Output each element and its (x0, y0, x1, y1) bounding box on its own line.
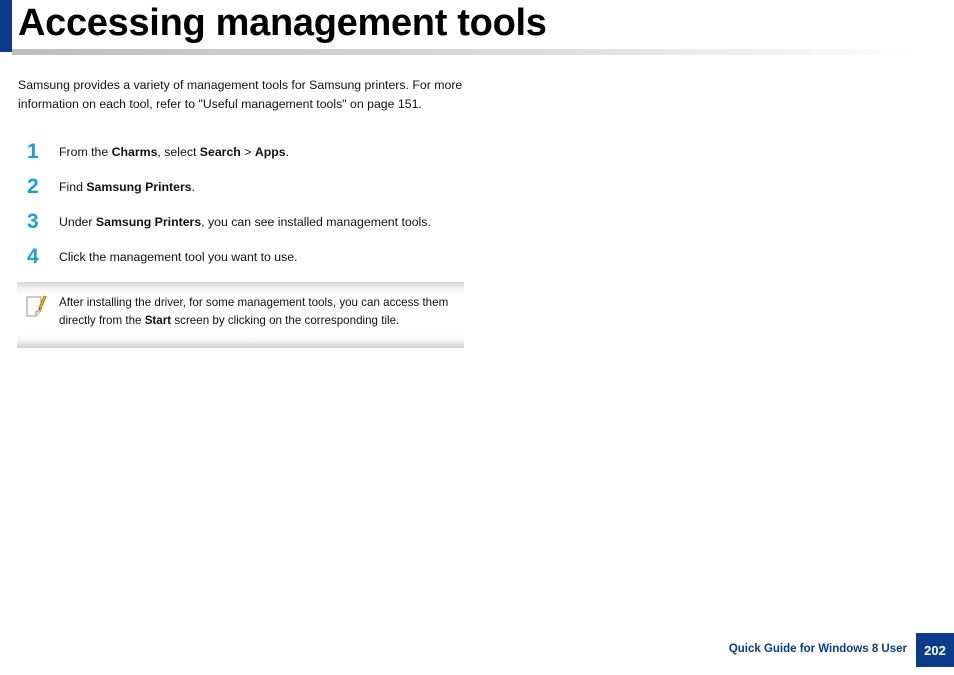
search-label: Search (199, 145, 241, 159)
apps-label: Apps (254, 145, 286, 159)
step-1 (0, 140, 480, 164)
step-number: 3 (27, 210, 39, 233)
page-title: Accessing management tools (18, 2, 547, 44)
charms-label: Charms (111, 145, 158, 159)
text-run: > (240, 145, 255, 159)
text-run: Click the management tool you want to use. (59, 250, 298, 264)
step-4 (0, 245, 480, 269)
note-pencil-icon (25, 294, 47, 318)
note-box (17, 282, 464, 348)
title-accent-bar (0, 0, 12, 52)
intro-paragraph: Samsung provides a variety of management tools for Samsung printers. For more information on each tool, refer to "Useful management tools" on page 151. (18, 78, 463, 111)
text-run: Under (59, 215, 96, 229)
step-text (59, 143, 289, 161)
step-3 (0, 210, 480, 234)
samsung-printers-label: Samsung Printers (95, 215, 202, 229)
text-run: . (285, 145, 290, 159)
text-run: Find (59, 180, 87, 194)
title-divider (12, 49, 917, 55)
text-run: After installing the driver, for some management tools, you can access them directly from the (59, 296, 449, 327)
samsung-printers-label: Samsung Printers (86, 180, 192, 194)
step-text (59, 178, 195, 196)
text-run: From the (59, 145, 112, 159)
step-number: 2 (27, 175, 39, 198)
note-text (59, 294, 467, 329)
step-text (59, 213, 431, 231)
step-2 (0, 175, 480, 199)
step-text (59, 248, 298, 266)
text-run: screen by clicking on the corresponding tile. (171, 313, 400, 327)
start-label: Start (144, 313, 172, 327)
text-run: , you can see installed management tools. (201, 215, 431, 229)
text-run: . (191, 180, 196, 194)
text-run: , select (157, 145, 200, 159)
page-number: 202 (916, 633, 954, 667)
footer-guide-label: Quick Guide for Windows 8 User (728, 643, 907, 655)
step-number: 4 (27, 245, 39, 268)
step-number: 1 (27, 140, 39, 163)
